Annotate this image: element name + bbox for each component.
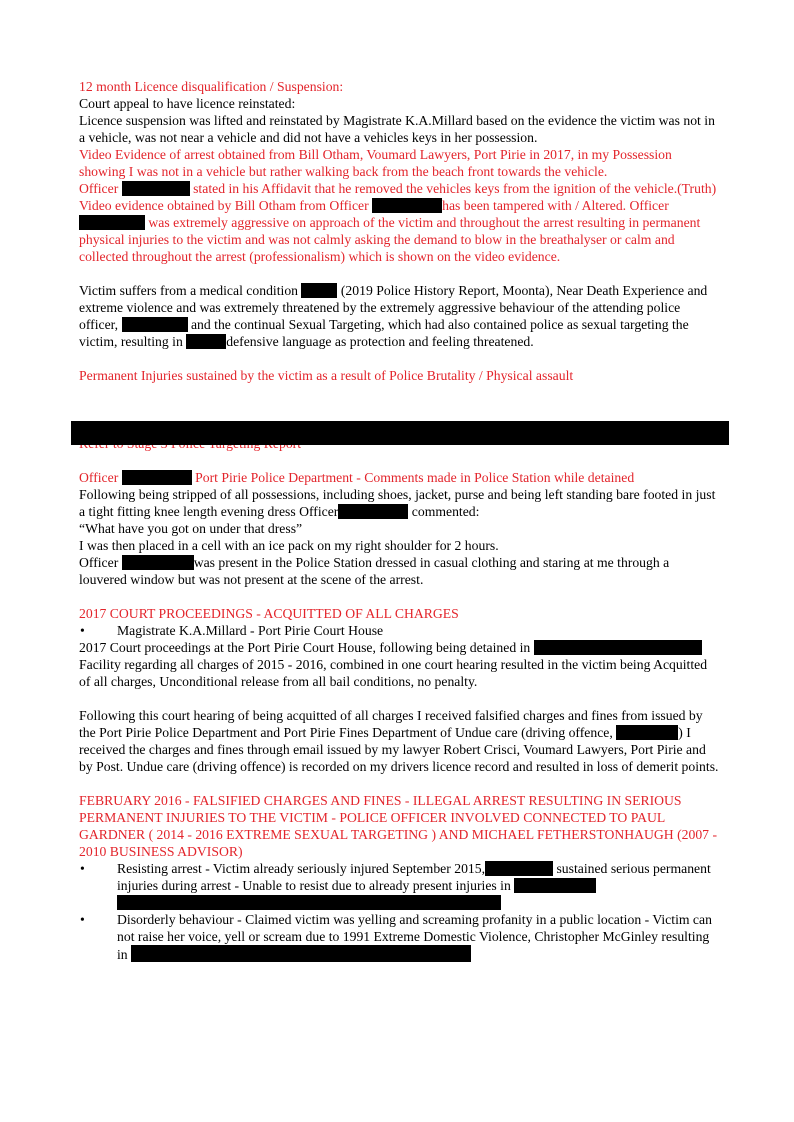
redaction-bar [131, 945, 471, 962]
tampered-intro: Video evidence obtained by Bill Otham from Officer [79, 198, 369, 213]
redaction-bar [122, 470, 192, 485]
stripped-commented: commented: [411, 504, 480, 519]
redaction-bar [338, 504, 408, 519]
stripped-text: Following being stripped of all possessions, including shoes, jacket, purse and being left standing bare footed in just a tight fitting knee length evening dress Officer [79, 487, 716, 519]
bullet-icon: • [80, 623, 85, 638]
redaction-bar [616, 725, 678, 740]
redaction-bar [122, 317, 188, 332]
louvered-officer: Officer [79, 555, 119, 570]
station-heading [79, 469, 719, 486]
tampered-mid: has been tampered with / Altered. Officer [442, 198, 669, 213]
station-heading-officer: Officer [79, 470, 119, 485]
tampered-video-paragraph [79, 197, 719, 265]
licence-appeal: Court appeal to have licence reinstated: [79, 96, 296, 111]
affidavit-officer: Officer [79, 181, 119, 196]
court-bullet [79, 622, 719, 639]
court-proceedings-a: 2017 Court proceedings at the Port Pirie Court House, following being detained in [79, 640, 531, 655]
affidavit-text: stated in his Affidavit that he removed the vehicles keys from the ignition of the vehicle.(Truth) [193, 181, 717, 196]
resisting-arrest-bullet [79, 860, 719, 911]
resisting-b: sustained serious permanent injuries during arrest - Unable to resist due to already present injuries in [117, 861, 711, 893]
medical-condition-paragraph [79, 282, 719, 350]
redaction-bar [372, 198, 442, 213]
redaction-bar [534, 640, 702, 655]
station-heading-text: Port Pirie Police Department - Comments made in Police Station while detained [195, 470, 635, 485]
redaction-bar [301, 283, 337, 298]
redaction-bar [79, 215, 145, 230]
feb2016-heading: FEBRUARY 2016 - FALSIFIED CHARGES AND FINES - ILLEGAL ARREST RESULTING IN SERIOUS PERMANENT INJURIES TO THE VICTIM - POLICE OFFICER INVOLVED CONNECTED TO PAUL GARDNER ( 2014 - 2016 EXTREME SEXUAL TARGETING ) AND MICHAEL FETHERSTONHAUGH (2007 - 2010 BUSINESS ADVISOR) [79, 793, 717, 859]
medical-d: defensive language as protection and feeling threatened. [226, 334, 534, 349]
bullet-icon: • [80, 912, 85, 927]
stripped-paragraph [79, 486, 719, 520]
court-proceedings-b: Facility regarding all charges of 2015 - 2016, combined in one court hearing resulted in the victim being Acquitted of all charges, Unconditional release from all bail conditions, no penalty. [79, 657, 708, 689]
redaction-bar [122, 555, 194, 570]
affidavit-paragraph [79, 180, 719, 197]
medical-c: and the continual Sexual Targeting, which had also contained police as sexual targeting the victim, resulting in [79, 317, 689, 349]
redaction-bar [186, 334, 226, 349]
disorderly-text: Disorderly behaviour - Claimed victim was yelling and screaming profanity in a public location - Victim can not raise her voice, yell or scream due to 1991 Extreme Domestic Violence, Christopher McGinley resulting in [117, 912, 712, 962]
redaction-bar-full-width [71, 421, 729, 445]
dress-quote: “What have you got on under that dress” [79, 521, 303, 536]
redaction-bar [122, 181, 190, 196]
falsified-a: Following this court hearing of being acquitted of all charges I received falsified charges and fines from issued by the Port Pirie Police Department and Port Pirie Fines Department of Undue care (driving offence, [79, 708, 703, 740]
injuries-heading: Permanent Injuries sustained by the victim as a result of Police Brutality / Physical assault [79, 368, 574, 383]
redaction-bar [485, 861, 553, 876]
court-heading: 2017 COURT PROCEEDINGS - ACQUITTED OF ALL CHARGES [79, 606, 459, 621]
court-proceedings-paragraph [79, 639, 719, 690]
disorderly-bullet [79, 911, 719, 963]
injuries-redacted-area [79, 384, 719, 418]
court-bullet-text: Magistrate K.A.Millard - Port Pirie Court House [117, 623, 384, 638]
falsified-charges-paragraph [79, 707, 719, 775]
licence-heading: 12 month Licence disqualification / Suspension: [79, 79, 344, 94]
tampered-rest: was extremely aggressive on approach of the victim and throughout the arrest resulting in permanent physical injuries to the victim and was not calmly asking the demand to blow in the breathalyser or calm and collected throughout the arrest (professionalism) which is shown on the video evidence. [79, 215, 701, 264]
bullet-icon: • [80, 861, 85, 876]
redaction-bar [514, 878, 596, 893]
falsified-b: ) I received the charges and fines through email issued by my lawyer Robert Crisci, Voumard Lawyers, Port Pirie and by Post. Undue care (driving offence) is recorded on my drivers licence record and resulted in loss of demerit points. [79, 725, 719, 774]
louvered-text: was present in the Police Station dressed in casual clothing and staring at me through a louvered window but was not present at the scene of the arrest. [79, 555, 670, 587]
cell-paragraph: I was then placed in a cell with an ice pack on my right shoulder for 2 hours. [79, 538, 499, 553]
licence-reinstated-paragraph: Licence suspension was lifted and reinstated by Magistrate K.A.Millard based on the evidence the victim was not in a vehicle, was not near a vehicle and did not have a vehicles keys in her possession. [79, 113, 715, 145]
video-evidence-paragraph: Video Evidence of arrest obtained from Bill Otham, Voumard Lawyers, Port Pirie in 2017, in my Possession showing I was not in a vehicle but rather walking back from the beach front towards the vehicle. [79, 147, 672, 179]
resisting-a: Resisting arrest - Victim already seriously injured September 2015, [117, 861, 486, 876]
medical-b: (2019 Police History Report, Moonta), Near Death Experience and extreme violence and was extremely threatened by the extremely aggressive behaviour of the attending police officer, [79, 283, 708, 332]
louvered-window-paragraph [79, 554, 719, 588]
redaction-bar [117, 895, 501, 910]
medical-a: Victim suffers from a medical condition [79, 283, 299, 298]
document-page [79, 78, 719, 963]
